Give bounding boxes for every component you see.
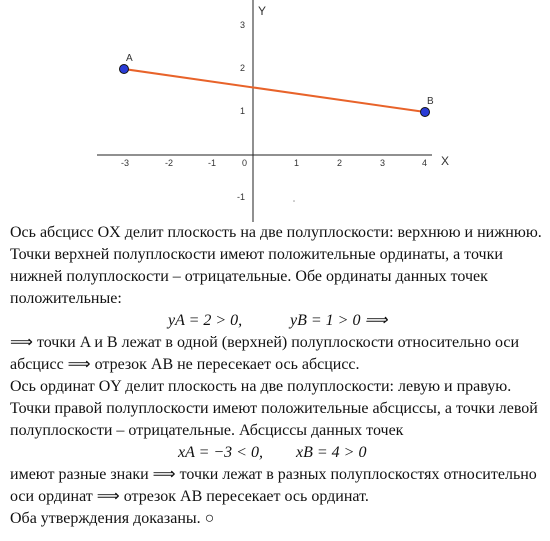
point-b [421,108,430,117]
formula-xa: xA = −3 < 0, [178,444,263,461]
y-tick-label: 2 [240,63,246,73]
point-a-label: A [126,53,133,64]
text-line: положительные: [10,290,122,307]
formula-yb: yB = 1 > 0 ⟹ [290,312,388,329]
y-tick-label: 1 [240,106,246,116]
coordinate-graph [0,0,550,222]
text-line: ⟹ точки A и B лежат в одной (верхней) полуплоскости относительно оси [10,334,520,351]
text-line: нижней полуплоскости – отрицательные. Обе ординаты данных точек [10,268,488,285]
text-line: Точки верхней полуплоскости имеют положительные ординаты, а точки [10,246,503,263]
text-line: абсцисс ⟹ отрезок AB не пересекает ось абсцисс. [10,356,360,373]
x-tick-label: 4 [422,158,428,168]
point-b-label: B [427,96,434,107]
formula-ya: yA = 2 > 0, [168,312,243,329]
text-line: Ось абсцисс OX делит плоскость на две полуплоскости: верхнюю и нижнюю. [10,224,542,241]
text-line: имеют разные знаки ⟹ точки лежат в разных полуплоскостях относительно [10,466,537,483]
x-tick-label: -1 [208,158,217,168]
formula-ordinates [10,310,546,332]
stray-dot [293,200,295,202]
x-tick-label: -3 [121,158,130,168]
y-tick-label: 3 [240,20,246,30]
text-line: Точки правой полуплоскости имеют положительные абсциссы, а точки левой [10,400,538,417]
x-tick-label: 0 [242,158,248,168]
x-tick-label: 3 [380,158,386,168]
proof-text [10,222,546,530]
formula-xb: xB = 4 > 0 [296,444,367,461]
text-line: Ось ординат OY делит плоскость на две полуплоскости: левую и правую. [10,378,512,395]
text-line: полуплоскости – отрицательные. Абсциссы данных точек [10,422,404,439]
segment-ab [124,69,425,112]
y-tick-label: -1 [237,192,246,202]
formula-abscissas [10,442,546,464]
x-tick-label: 2 [337,158,343,168]
point-a [120,65,129,74]
text-line: Оба утверждения доказаны. ○ [10,510,215,527]
x-tick-label: 1 [294,158,300,168]
y-axis-name: Y [258,4,267,18]
x-axis-name: X [441,154,450,168]
text-line: оси ординат ⟹ отрезок AB пересекает ось ординат. [10,488,369,505]
x-tick-label: -2 [165,158,174,168]
